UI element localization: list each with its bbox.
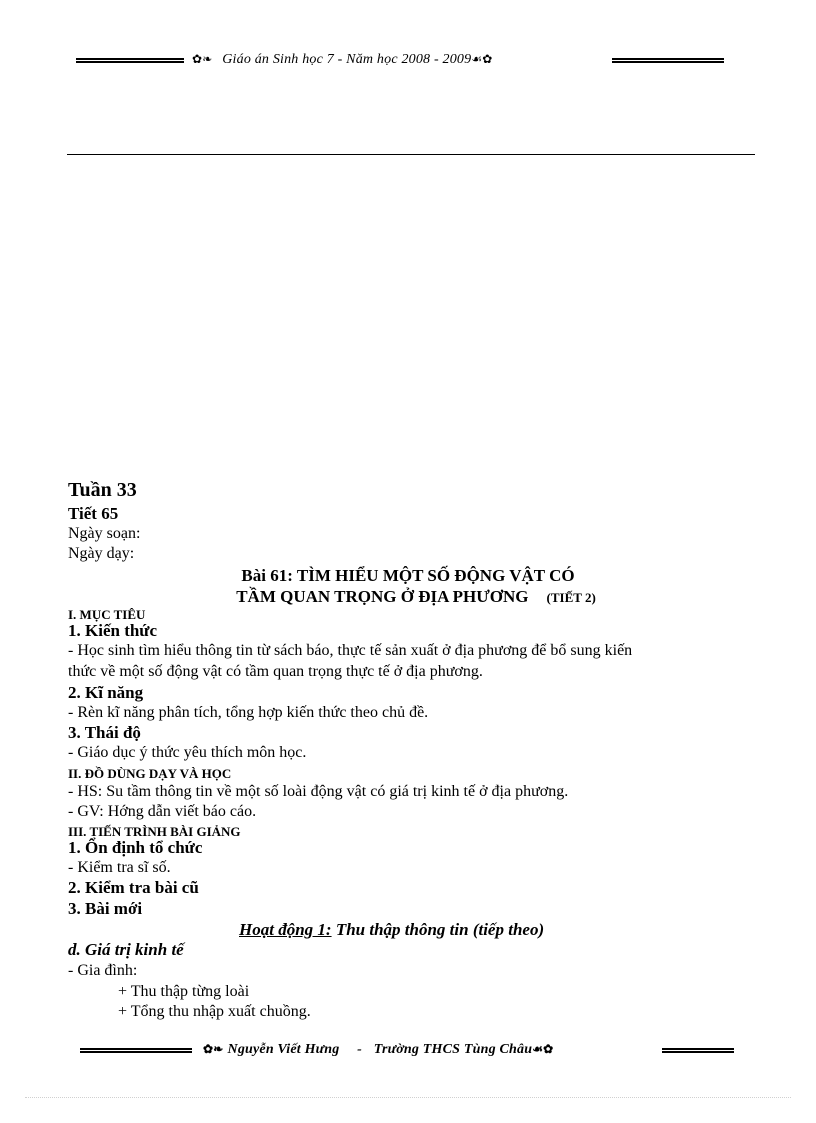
- page-divider: [67, 154, 755, 155]
- lesson-number: Bài 61:: [241, 566, 293, 585]
- page-bottom-border: [25, 1097, 791, 1098]
- subsection-heading: 3. Thái độ: [68, 723, 141, 742]
- section-heading: II. ĐỒ DÙNG DẠY VÀ HỌC: [68, 766, 232, 781]
- lesson-title-line1: [0, 566, 816, 586]
- subsection-heading: 1. Kiến thức: [68, 621, 158, 640]
- date-taught: Ngày dạy:: [68, 545, 135, 562]
- section-heading: III. TIẾN TRÌNH BÀI GIẢNG: [68, 824, 241, 839]
- paragraph-line: - Gia đình:: [68, 962, 138, 979]
- footer-school: Trường THCS Tùng Châu: [373, 1042, 533, 1057]
- activity-title: Thu thập thông tin (tiếp theo): [335, 920, 545, 939]
- lesson-title: TÌM HIỂU MỘT SỐ ĐỘNG VẬT CÓ: [296, 566, 575, 585]
- list-item: + Tổng thu nhập xuất chuồng.: [118, 1003, 311, 1020]
- activity-label: Hoạt động 1:: [239, 920, 332, 939]
- list-item: + Thu thập từng loài: [118, 983, 250, 1000]
- footer-rule-right: [662, 1048, 734, 1053]
- activity-heading: [239, 920, 544, 940]
- subsection-heading: 2. Kĩ năng: [68, 683, 144, 702]
- paragraph-line: - GV: Hớng dẫn viết báo cáo.: [68, 803, 257, 820]
- footer-rule-left: [80, 1048, 192, 1053]
- footer-author: Nguyễn Viết Hưng: [227, 1042, 340, 1057]
- period-heading: Tiết 65: [68, 504, 119, 523]
- section-heading: I. MỤC TIÊU: [68, 607, 146, 622]
- date-prepared: Ngày soạn:: [68, 525, 141, 542]
- lesson-part-tag: (TIẾT 2): [546, 590, 596, 605]
- subsection-heading: 2. Kiểm tra bài cũ: [68, 878, 199, 897]
- week-heading: Tuần 33: [68, 479, 137, 501]
- subsection-heading: 1. Ổn định tổ chức: [68, 838, 203, 857]
- paragraph-line: - HS: Su tầm thông tin về một số loài động vật có giá trị kinh tế ở địa phương.: [68, 783, 569, 800]
- ornament-icon: ✿❧: [192, 52, 213, 66]
- paragraph-line: - Giáo dục ý thức yêu thích môn học.: [68, 744, 307, 761]
- ornament-icon: ☙✿: [532, 1042, 554, 1056]
- footer-separator: -: [357, 1042, 363, 1057]
- ornament-icon: ✿❧: [203, 1042, 224, 1056]
- paragraph-line: - Rèn kĩ năng phân tích, tổng hợp kiến thức theo chủ đề.: [68, 704, 429, 721]
- ornament-icon: ☙✿: [471, 52, 493, 66]
- footer-bar: [203, 1042, 553, 1058]
- paragraph-line: - Kiểm tra sĩ số.: [68, 859, 171, 876]
- header-rule-right: [612, 58, 724, 63]
- lesson-title-line2: [8, 587, 816, 607]
- lesson-title-cont: TẦM QUAN TRỌNG Ở ĐỊA PHƯƠNG: [236, 587, 529, 606]
- header-title: Giáo án Sinh học 7 - Năm học 2008 - 2009: [222, 52, 472, 67]
- header-bar: [192, 52, 493, 68]
- header-rule-left: [76, 58, 184, 63]
- paragraph-line: thức về một số động vật có tầm quan trọng thực tế ở địa phương.: [68, 663, 483, 680]
- paragraph-line: - Học sinh tìm hiểu thông tin từ sách báo, thực tế sản xuất ở địa phương để bổ sung kiến: [68, 642, 633, 659]
- subsection-heading: d. Giá trị kinh tế: [68, 940, 184, 959]
- subsection-heading: 3. Bài mới: [68, 899, 143, 918]
